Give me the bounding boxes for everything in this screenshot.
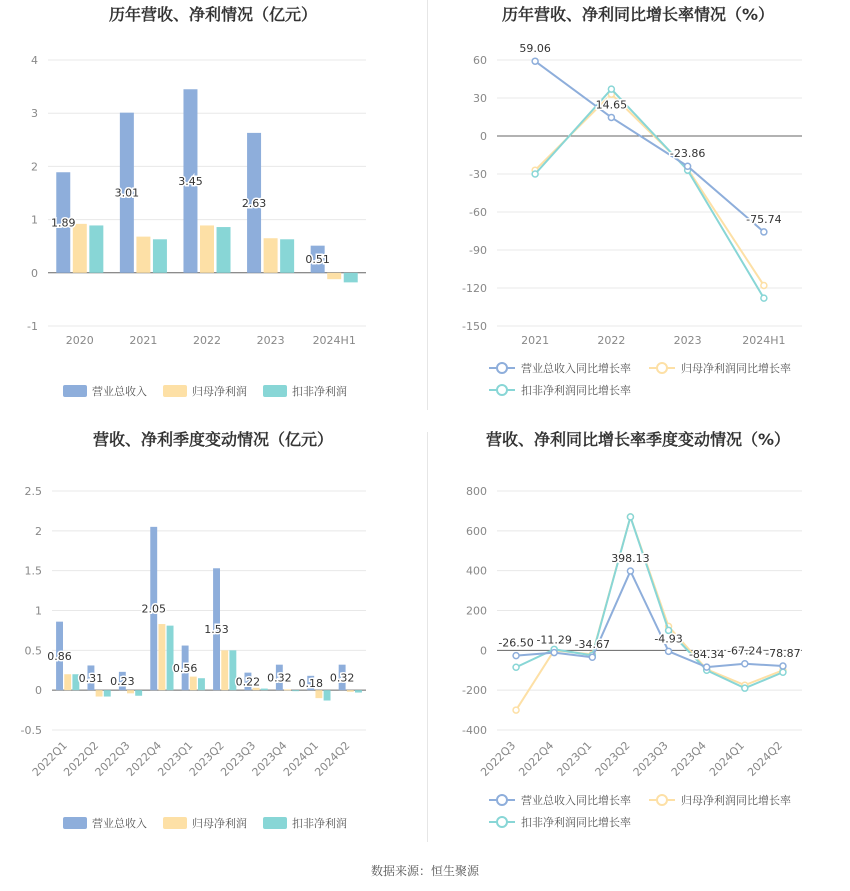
data-label: 1.89 [51, 216, 76, 230]
legend-label: 扣非净利润同比增长率 [521, 384, 631, 397]
annual-growth-chart [427, 0, 850, 420]
y-tick-label: 2 [35, 524, 42, 538]
data-label: 2.05 [141, 602, 166, 616]
x-tick-label: 2023Q3 [218, 738, 259, 779]
y-tick-label: 600 [466, 524, 487, 538]
x-tick-label: 2024Q2 [744, 738, 786, 779]
data-label: 0.31 [78, 671, 104, 685]
data-point [761, 282, 767, 288]
x-tick-label: 2022Q4 [516, 738, 557, 779]
y-tick-label: -120 [462, 282, 487, 295]
y-tick-label: -30 [469, 168, 487, 181]
y-tick-label: 4 [31, 54, 38, 67]
bar-net-profit [284, 689, 291, 690]
legend-marker [497, 385, 507, 395]
x-tick-label: 2023Q3 [630, 738, 671, 779]
y-tick-label: 1 [31, 213, 38, 227]
data-label: -34.67 [574, 638, 611, 652]
bar-deducted-net-profit [135, 690, 142, 696]
data-source-note: 数据来源：恒生聚源 [370, 864, 479, 878]
data-point [666, 648, 672, 654]
quarterly-growth-chart [427, 425, 850, 850]
legend-swatch [63, 385, 87, 397]
bar-deducted-net-profit [153, 239, 167, 273]
series-line-deducted-net-profit-growth [535, 89, 764, 298]
data-point [780, 663, 786, 669]
x-tick-label: 2024Q2 [312, 738, 353, 779]
x-tick-label: 2022Q4 [123, 738, 165, 779]
quarterly-amounts-chart [0, 425, 427, 850]
y-tick-label: 0.5 [24, 644, 42, 658]
x-tick-label: 2022Q3 [478, 738, 519, 779]
y-tick-label: -200 [462, 684, 487, 698]
x-tick-label: 2020 [65, 334, 94, 347]
chart-title: 营收、净利同比增长率季度变动情况（%） [485, 430, 791, 449]
y-tick-label: -400 [462, 724, 487, 737]
y-tick-label: -1 [27, 320, 38, 333]
legend-label: 扣非净利润 [292, 385, 347, 398]
bar-deducted-net-profit [104, 690, 111, 696]
data-label: 2.63 [241, 196, 267, 210]
x-tick-label: 2023Q4 [668, 738, 709, 779]
x-tick-label: 2023Q4 [249, 738, 290, 779]
y-tick-label: 800 [466, 485, 487, 498]
data-label: 59.06 [519, 42, 551, 56]
x-tick-label: 2023Q1 [155, 738, 196, 779]
legend-label: 营业总收入 [92, 817, 147, 830]
x-tick-label: 2024Q1 [280, 738, 322, 779]
data-point [742, 661, 748, 667]
y-tick-label: 0 [480, 644, 487, 658]
data-label: 0.23 [110, 675, 135, 689]
y-tick-label: 0 [480, 130, 487, 143]
bar-deducted-net-profit [292, 690, 299, 691]
data-point [704, 664, 710, 670]
x-tick-label: 2023 [673, 334, 702, 347]
legend-marker [657, 363, 667, 373]
data-label: 3.45 [178, 175, 203, 189]
y-tick-label: -90 [469, 244, 487, 257]
bar-net-profit [96, 690, 103, 696]
bar-net-profit [315, 690, 322, 698]
data-point [780, 669, 786, 675]
x-tick-label: 2022 [193, 334, 221, 347]
bar-net-profit [136, 237, 150, 273]
legend-marker [657, 795, 667, 805]
legend-label: 归母净利润 [192, 385, 247, 398]
data-label: 0.86 [47, 649, 72, 663]
legend-marker [497, 363, 507, 373]
y-tick-label: 3 [31, 107, 38, 121]
data-label: 398.13 [611, 552, 650, 566]
bar-net-profit [73, 224, 87, 273]
bar-deducted-net-profit [167, 626, 174, 691]
data-label: -23.86 [669, 147, 706, 161]
data-point [608, 114, 614, 120]
legend-swatch [163, 817, 187, 829]
bar-deducted-net-profit [280, 239, 294, 273]
data-point [608, 86, 614, 92]
data-label: -78.87 [765, 647, 801, 661]
data-point [532, 171, 538, 177]
bar-net-profit [127, 690, 134, 693]
legend-label: 扣非净利润同比增长率 [521, 816, 631, 829]
y-tick-label: -0.5 [20, 724, 42, 737]
legend-label: 营业总收入同比增长率 [521, 794, 631, 807]
data-point [551, 650, 557, 656]
y-tick-label: 400 [466, 564, 487, 578]
x-tick-label: 2023Q2 [186, 738, 227, 779]
data-point [685, 163, 691, 169]
x-tick-label: 2023Q2 [592, 738, 633, 779]
data-label: 14.65 [595, 98, 628, 112]
bar-deducted-net-profit [261, 689, 268, 691]
y-tick-label: -150 [462, 320, 487, 333]
y-tick-label: 2.5 [24, 485, 42, 498]
data-label: 0.32 [329, 671, 355, 685]
x-tick-label: 2024H1 [742, 334, 786, 347]
data-point [532, 58, 538, 64]
data-label: 0.32 [267, 671, 292, 685]
y-tick-label: 1.5 [24, 564, 42, 578]
legend-label: 营业总收入 [92, 385, 147, 398]
x-tick-label: 2021 [129, 334, 158, 347]
data-label: 0.18 [298, 676, 323, 690]
bar-net-profit [200, 225, 214, 272]
data-label: 0.51 [305, 253, 330, 267]
legend-marker [497, 817, 507, 827]
bar-net-profit [221, 650, 228, 690]
data-label: -11.29 [536, 633, 572, 647]
legend-marker [497, 795, 507, 805]
bar-net-profit [158, 624, 165, 690]
data-label: 3.01 [114, 186, 140, 200]
data-label: 0.22 [235, 675, 261, 689]
y-tick-label: 30 [473, 92, 487, 105]
legend-label: 归母净利润同比增长率 [681, 362, 791, 375]
legend-label: 归母净利润同比增长率 [681, 794, 791, 807]
y-tick-label: 0 [31, 266, 38, 280]
data-point [627, 514, 633, 520]
bar-net-profit [64, 674, 71, 690]
bar-deducted-net-profit [355, 690, 362, 692]
data-point [761, 295, 767, 301]
y-tick-label: 2 [31, 160, 38, 174]
x-tick-label: 2023 [256, 334, 285, 347]
data-label: -75.74 [746, 212, 782, 226]
chart-title: 历年营收、净利同比增长率情况（%） [501, 5, 775, 24]
legend-swatch [163, 385, 187, 397]
data-point [627, 568, 633, 574]
data-point [742, 685, 748, 691]
bar-deducted-net-profit [344, 273, 358, 283]
data-label: 0.56 [172, 661, 198, 675]
bar-net-profit [190, 677, 197, 691]
data-point [513, 664, 519, 670]
chart-title: 营收、净利季度变动情况（亿元） [92, 430, 334, 449]
legend-label: 营业总收入同比增长率 [521, 362, 631, 375]
bar-deducted-net-profit [324, 690, 331, 700]
x-tick-label: 2021 [521, 334, 550, 347]
data-point [589, 654, 595, 660]
bar-deducted-net-profit [198, 678, 205, 690]
x-tick-label: 2022Q3 [92, 738, 133, 779]
x-tick-label: 2024Q1 [706, 738, 747, 779]
y-tick-label: 1 [35, 604, 42, 618]
data-label: -84.34 [688, 648, 725, 662]
legend-label: 归母净利润 [192, 817, 247, 830]
data-label: -67.24 [727, 644, 763, 658]
legend-swatch [63, 817, 87, 829]
data-point [761, 229, 767, 235]
series-line-revenue-growth [535, 61, 764, 232]
x-tick-label: 2022 [597, 334, 626, 347]
data-label: 1.53 [204, 623, 229, 637]
y-tick-label: 0 [35, 684, 42, 698]
y-tick-label: 60 [473, 54, 487, 67]
data-label: -26.50 [498, 636, 534, 650]
annual-amounts-chart [0, 0, 427, 420]
x-tick-label: 2024H1 [312, 334, 356, 347]
x-tick-label: 2022Q2 [61, 738, 102, 779]
x-tick-label: 2022Q1 [29, 738, 70, 779]
bar-deducted-net-profit [217, 227, 231, 273]
bar-net-profit [327, 273, 341, 279]
legend-swatch [263, 385, 287, 397]
data-label: -4.93 [654, 632, 683, 646]
y-tick-label: -60 [469, 206, 487, 219]
x-tick-label: 2023Q1 [554, 738, 595, 779]
bar-deducted-net-profit [89, 225, 103, 272]
bar-net-profit [347, 690, 354, 692]
chart-title: 历年营收、净利情况（亿元） [108, 5, 318, 24]
y-tick-label: 200 [466, 604, 487, 618]
legend-label: 扣非净利润 [292, 817, 347, 830]
bar-net-profit [264, 238, 278, 273]
series-line-net-profit-growth [535, 94, 764, 285]
data-point [513, 653, 519, 659]
legend-swatch [263, 817, 287, 829]
data-point [513, 707, 519, 713]
